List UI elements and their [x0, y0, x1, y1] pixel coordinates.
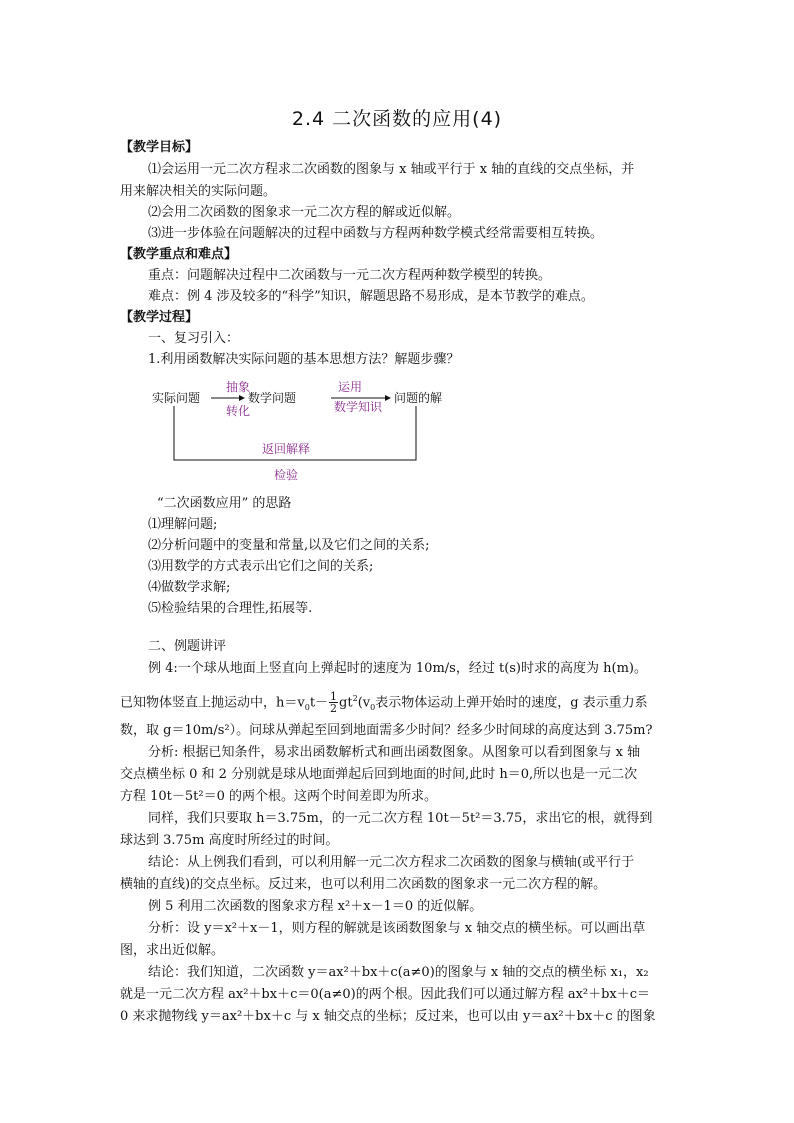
analysis-line-2: 交点横坐标 0 和 2 分别就是球从地面弹起后回到地面的时间,此时 h＝0,所以也是一元二次 [120, 767, 638, 782]
fraction-one-half [329, 691, 338, 714]
ex4-sub-0: 0 [304, 702, 310, 712]
label-math-knowledge: 数学知识 [334, 400, 383, 414]
ex4-text-e: 表示物体运动上弹开始时的速度，g 表示重力系 [375, 695, 648, 711]
example-4-line-1: 例 4:一个球从地面上竖直向上弹起时的速度为 10m/s，经过 t(s)时求的高度为 h(m)。 [148, 661, 647, 676]
approach-step-5: ⑸检验结果的合理性,拓展等. [148, 601, 313, 616]
flow-diagram [148, 378, 448, 488]
conclusion-2-line-3: 0 来求抛物线 y＝ax²＋bx＋c 与 x 轴交点的坐标；反过来，也可以由 y＝ax²＋bx＋c 的图象 [120, 1009, 656, 1024]
label-verify: 检验 [274, 468, 299, 482]
approach-step-4: ⑷做数学求解; [148, 580, 231, 595]
same-line-2: 球达到 3.75m 高度时所经过的时间。 [120, 833, 339, 848]
node-math-problem: 数学问题 [248, 391, 297, 405]
example-4-line-2 [120, 688, 676, 718]
approach-heading: “二次函数应用” 的思路 [157, 496, 292, 511]
analysis-line-3: 方程 10t－5t²＝0 的两个根。这两个时间差即为所求。 [120, 789, 438, 804]
difficulty: 难点：例 4 涉及较多的“科学”知识，解题思路不易形成，是本节教学的难点。 [148, 289, 594, 304]
node-solution: 问题的解 [394, 391, 443, 405]
example-5: 例 5 利用二次函数的图象求方程 x²＋x－1＝0 的近似解。 [148, 899, 483, 914]
examples-heading: 二、例题讲评 [148, 639, 227, 654]
review-heading: 一、复习引入： [148, 331, 240, 346]
goal-1-line-1: ⑴会运用一元二次方程求二次函数的图象与 x 轴或平行于 x 轴的直线的交点坐标，并 [148, 162, 635, 177]
goal-2: ⑵会用二次函数的图象求一元二次方程的解或近似解。 [148, 205, 461, 220]
key-point: 重点：问题解决过程中二次函数与一元二次方程两种数学模型的转换。 [148, 268, 552, 283]
section-header-goals: 【教学目标】 [120, 140, 199, 155]
approach-step-2: ⑵分析问题中的变量和常量,以及它们之间的关系; [148, 538, 430, 553]
fraction-numerator: 1 [330, 690, 338, 704]
ex4-text-c: gt [339, 695, 353, 711]
conclusion-1-line-2: 横轴的直线)的交点坐标。反过来，也可以利用二次函数的图象求一元二次方程的解。 [120, 877, 607, 892]
goal-1-line-2: 用来解决相关的实际问题。 [120, 184, 277, 199]
fraction-denominator: 2 [330, 702, 338, 716]
analysis-5-line-1: 分析：设 y＝x²＋x－1，则方程的解就是该函数图象与 x 轴交点的横坐标。可以画出草 [148, 921, 646, 936]
page-title: 2.4 二次函数的应用(4) [291, 108, 503, 130]
ex4-text-a: 已知物体竖直上抛运动中，h＝v [120, 695, 305, 711]
node-real-problem: 实际问题 [152, 391, 201, 405]
ex4-text-b: t－ [309, 695, 329, 711]
ex4-text-d: (v [357, 695, 371, 711]
section-header-keypoints: 【教学重点和难点】 [120, 247, 238, 262]
approach-step-1: ⑴理解问题; [148, 517, 218, 532]
conclusion-1-line-1: 结论：从上例我们看到，可以利用解一元二次方程求二次函数的图象与横轴(或平行于 [148, 855, 635, 870]
ex4-sup-2: 2 [352, 694, 358, 703]
label-abstract: 抽象 [226, 380, 251, 394]
analysis-line-1: 分析: 根据已知条件，易求出函数解析式和画出函数图象。从图象可以看到图象与 x 轴 [148, 745, 641, 760]
same-line-1: 同样，我们只要取 h＝3.75m，的一元二次方程 10t－5t²＝3.75，求出它的根，就得到 [148, 811, 653, 826]
section-header-process: 【教学过程】 [120, 310, 199, 325]
example-4-line-3: 数，取 g＝10m/s²）。问球从弹起至回到地面需多少时间？经多少时间球的高度达到 3.75m? [120, 723, 653, 738]
goal-3: ⑶进一步体验在问题解决的过程中函数与方程两种数学模式经常需要相互转换。 [148, 226, 604, 241]
conclusion-2-line-1: 结论：我们知道，二次函数 y＝ax²＋bx＋c(a≠0)的图象与 x 轴的交点的横坐标 x₁，x₂ [148, 965, 649, 980]
analysis-5-line-2: 图，求出近似解。 [120, 943, 225, 958]
label-apply: 运用 [338, 380, 363, 394]
conclusion-2-line-2: 就是一元二次方程 ax²＋bx＋c＝0(a≠0)的两个根。因此我们可以通过解方程 ax²＋bx＋c＝ [120, 987, 651, 1002]
ex4-sub-0b: 0 [370, 702, 376, 712]
label-return-explain: 返回解释 [262, 442, 311, 456]
label-transform: 转化 [226, 404, 251, 418]
approach-step-3: ⑶用数学的方式表示出它们之间的关系; [148, 559, 374, 574]
review-question: 1.利用函数解决实际问题的基本思想方法？解题步骤？ [148, 352, 460, 367]
